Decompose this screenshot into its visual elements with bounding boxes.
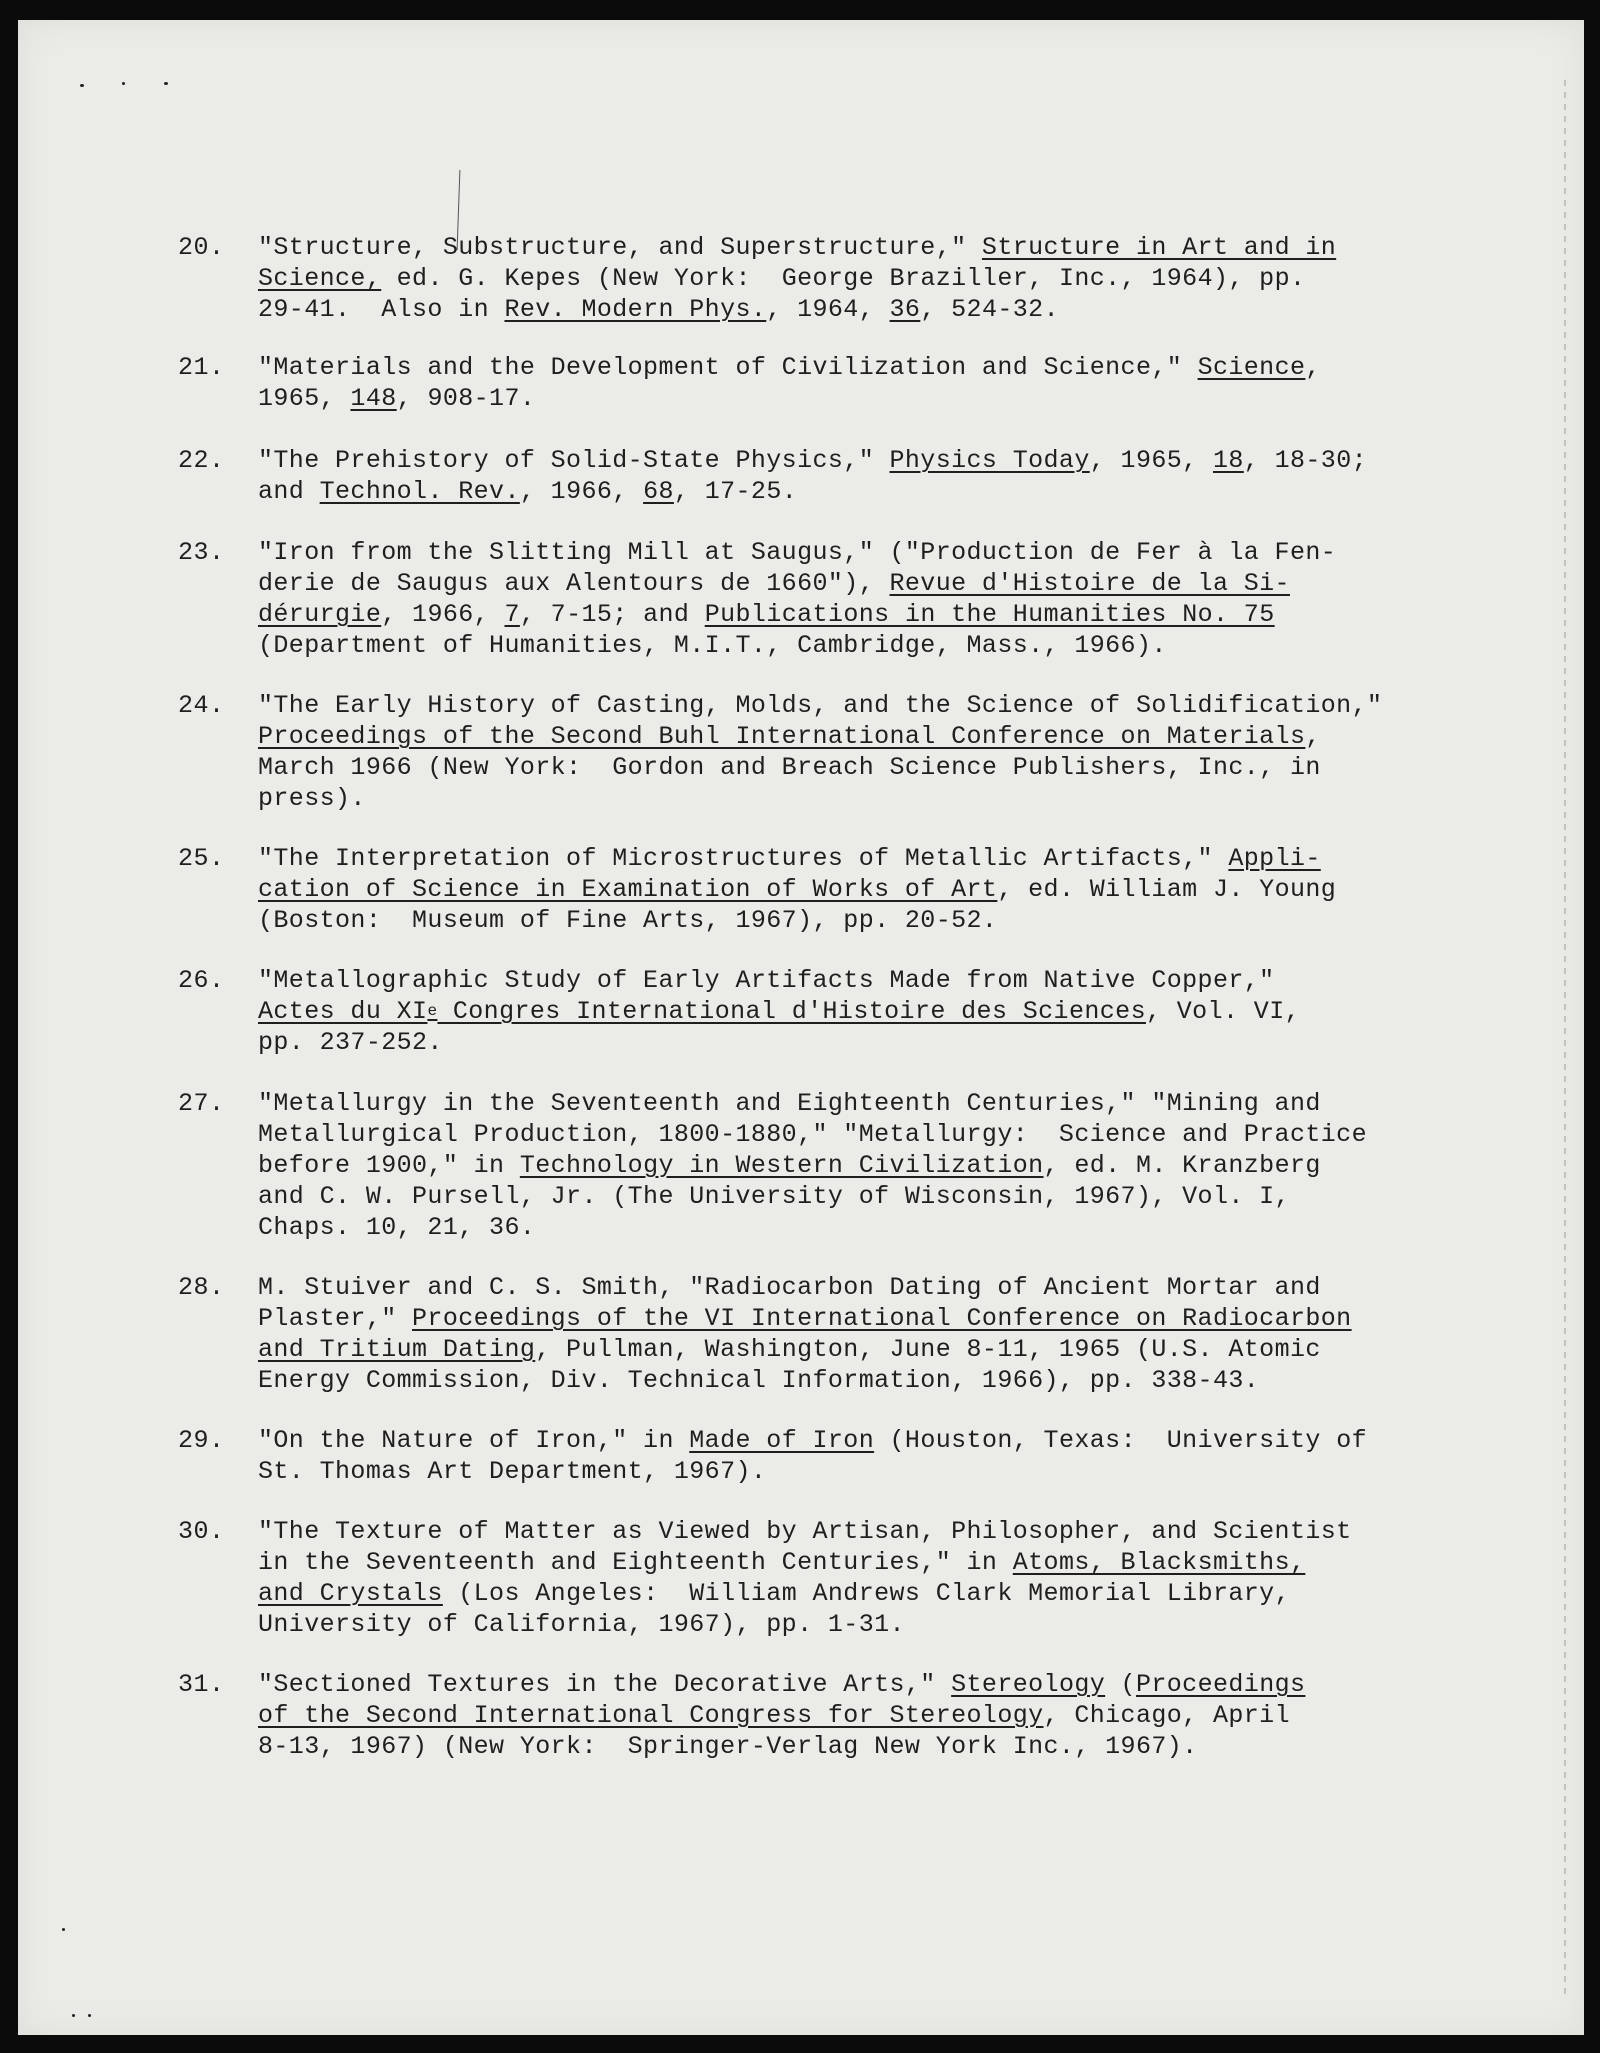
entry-text: (Department of Humanities, M.I.T., Cambridge, Mass., 1966). — [258, 631, 1167, 660]
entry-text: , 908-17. — [396, 384, 536, 413]
entry-text: M. Stuiver and C. S. Smith, "Radiocarbon Dating of Ancient Mortar and — [258, 1273, 1321, 1302]
entry-text: press). — [258, 784, 366, 813]
entry-line — [258, 996, 1300, 1027]
entry-line — [258, 965, 1275, 996]
entry-line — [258, 1212, 535, 1243]
entry-text: "Materials and the Development of Civilization and Science," — [258, 353, 1198, 382]
entry-text: , 1966, — [381, 600, 505, 629]
entry-line — [258, 1425, 1367, 1456]
document-page — [18, 20, 1584, 2035]
entry-text: , 7-15; and — [519, 600, 705, 629]
entry-line — [258, 294, 1059, 325]
entry-text: 1965, — [258, 384, 351, 413]
entry-line — [258, 476, 797, 507]
entry-text: , Pullman, Washington, June 8-11, 1965 (U.S. Atomic — [535, 1335, 1321, 1364]
entry-text: , Vol. VI, — [1145, 997, 1300, 1026]
underlined-title-text: Technology in Western Civilization — [519, 1151, 1044, 1180]
entry-line — [258, 1181, 1290, 1212]
entry-line — [258, 599, 1275, 630]
entry-number: 30. — [178, 1517, 225, 1546]
underlined-title-text: dérurgie — [258, 600, 382, 629]
underlined-title-text: Proceedings — [1135, 1670, 1306, 1699]
entry-text: "On the Nature of Iron," in — [258, 1426, 690, 1455]
entry-line — [258, 1669, 1305, 1700]
entry-text: St. Thomas Art Department, 1967). — [258, 1457, 767, 1486]
entry-text: , — [1305, 722, 1321, 751]
entry-text: ( — [1105, 1670, 1136, 1699]
entry-text: (Los Angeles: William Andrews Clark Memorial Library, — [442, 1579, 1290, 1608]
underlined-title-text: Structure in Art and in — [981, 233, 1337, 262]
underlined-title-text: Science — [1197, 353, 1306, 382]
entry-text: March 1966 (New York: Gordon and Breach Science Publishers, Inc., in — [258, 753, 1321, 782]
entry-text: (Houston, Texas: University of — [874, 1426, 1368, 1455]
entry-line — [258, 537, 1336, 568]
entry-line — [258, 1609, 905, 1640]
entry-text: Metallurgical Production, 1800-1880," "Metallurgy: Science and Practice — [258, 1120, 1367, 1149]
entry-text: "The Interpretation of Microstructures of Metallic Artifacts," — [258, 844, 1229, 873]
entry-text: Chaps. 10, 21, 36. — [258, 1213, 536, 1242]
entry-text: , 18-30; — [1243, 446, 1368, 475]
entry-number: 20. — [178, 233, 225, 262]
entry-line — [258, 843, 1321, 874]
entry-text: , ed. William J. Young — [997, 875, 1337, 904]
underlined-title-text: Publications in the Humanities No. 75 — [704, 600, 1275, 629]
entry-text: 29-41. Also in — [258, 295, 505, 324]
entry-text: "The Texture of Matter as Viewed by Artisan, Philosopher, and Scientist — [258, 1517, 1352, 1546]
entry-line — [258, 263, 1305, 294]
entry-line — [258, 1547, 1305, 1578]
underlined-title-text: Made of Iron — [689, 1426, 875, 1455]
entry-number: 25. — [178, 844, 225, 873]
entry-line — [258, 1150, 1321, 1181]
entry-line — [258, 1516, 1352, 1547]
entry-text: "The Early History of Casting, Molds, and the Science of Solidification," — [258, 691, 1383, 720]
underlined-title-text: Appli- — [1228, 844, 1321, 873]
entry-line — [258, 1027, 443, 1058]
entry-text: , 17-25. — [673, 477, 798, 506]
entry-text: , ed. M. Kranzberg — [1043, 1151, 1321, 1180]
entry-text: , 1964, — [766, 295, 890, 324]
entry-text: "Structure, Substructure, and Superstructure," — [258, 233, 982, 262]
underlined-title-text: Technol. Rev. — [319, 477, 520, 506]
entry-text: ed. G. Kepes (New York: George Braziller, Inc., 1964), pp. — [381, 264, 1306, 293]
entry-text: and C. W. Pursell, Jr. (The University of Wisconsin, 1967), Vol. I, — [258, 1182, 1290, 1211]
entry-line — [258, 1272, 1321, 1303]
underlined-title-text: 7 — [504, 600, 520, 629]
entry-line — [258, 1334, 1321, 1365]
underlined-title-text: Science, — [258, 264, 382, 293]
entry-line — [258, 1088, 1321, 1119]
entry-line — [258, 232, 1336, 263]
underlined-title-text: Actes du XI — [258, 997, 428, 1026]
underlined-title-text: Physics Today — [889, 446, 1090, 475]
entry-text: and — [258, 477, 320, 506]
entry-text: "Iron from the Slitting Mill at Saugus," ("Production de Fer à la Fen- — [258, 538, 1337, 567]
entry-line — [258, 1456, 766, 1487]
entry-line — [258, 1578, 1290, 1609]
entry-line — [258, 1119, 1367, 1150]
underlined-title-text: 18 — [1212, 446, 1244, 475]
entry-line — [258, 445, 1367, 476]
entry-number: 27. — [178, 1089, 225, 1118]
entry-text: 8-13, 1967) (New York: Springer-Verlag New York Inc., 1967). — [258, 1732, 1198, 1761]
entry-text: , Chicago, April — [1043, 1701, 1290, 1730]
entry-line — [258, 905, 997, 936]
entry-text: in the Seventeenth and Eighteenth Centuries," in — [258, 1548, 1013, 1577]
entry-line — [258, 1303, 1352, 1334]
entry-line — [258, 721, 1321, 752]
entry-text: "Metallurgy in the Seventeenth and Eighteenth Centuries," "Mining and — [258, 1089, 1321, 1118]
entry-number: 26. — [178, 966, 225, 995]
entry-text: University of California, 1967), pp. 1-31. — [258, 1610, 905, 1639]
entry-number: 31. — [178, 1670, 225, 1699]
entry-text: , 1965, — [1089, 446, 1213, 475]
entry-number: 28. — [178, 1273, 225, 1302]
entry-text: "Metallographic Study of Early Artifacts Made from Native Copper," — [258, 966, 1275, 995]
bibliography-list — [18, 20, 1584, 2035]
underlined-title-text: 68 — [643, 477, 674, 506]
underlined-title-text: and Crystals — [258, 1579, 443, 1608]
entry-line — [258, 1700, 1290, 1731]
entry-text: Energy Commission, Div. Technical Information, 1966), pp. 338-43. — [258, 1366, 1260, 1395]
underlined-title-text: of the Second International Congress for Stereology — [258, 1701, 1044, 1730]
entry-text: "The Prehistory of Solid-State Physics," — [258, 446, 890, 475]
underlined-title-text: Proceedings of the Second Buhl International Conference on Materials — [258, 722, 1306, 751]
entry-text: , 524-32. — [920, 295, 1059, 324]
entry-number: 22. — [178, 446, 225, 475]
underlined-title-text: Proceedings of the VI International Conference on Radiocarbon — [412, 1304, 1352, 1333]
entry-line — [258, 352, 1321, 383]
underlined-title-text: e — [427, 1002, 438, 1020]
entry-number: 23. — [178, 538, 225, 567]
underlined-title-text: Revue d'Histoire de la Si- — [889, 569, 1290, 598]
entry-text: , 1966, — [519, 477, 644, 506]
entry-line — [258, 690, 1382, 721]
underlined-title-text: Congres International d'Histoire des Sciences — [437, 997, 1146, 1026]
entry-text: derie de Saugus aux Alentours de 1660"), — [258, 569, 890, 598]
entry-number: 29. — [178, 1426, 225, 1455]
underlined-title-text: 148 — [350, 384, 397, 413]
entry-line — [258, 783, 366, 814]
underlined-title-text: 36 — [889, 295, 921, 324]
entry-number: 24. — [178, 691, 225, 720]
entry-line — [258, 1731, 1198, 1762]
entry-line — [258, 383, 535, 414]
entry-text: (Boston: Museum of Fine Arts, 1967), pp. 20-52. — [258, 906, 998, 935]
entry-text: before 1900," in — [258, 1151, 520, 1180]
entry-text: , — [1305, 353, 1321, 382]
entry-line — [258, 1365, 1259, 1396]
underlined-title-text: Atoms, Blacksmiths, — [1012, 1548, 1306, 1577]
entry-line — [258, 752, 1321, 783]
entry-number: 21. — [178, 353, 225, 382]
underlined-title-text: Rev. Modern Phys. — [504, 295, 767, 324]
entry-text: Plaster," — [258, 1304, 413, 1333]
entry-line — [258, 568, 1290, 599]
underlined-title-text: and Tritium Dating — [258, 1335, 536, 1364]
entry-line — [258, 630, 1167, 661]
underlined-title-text: cation of Science in Examination of Works of Art — [258, 875, 998, 904]
underlined-title-text: Stereology — [951, 1670, 1106, 1699]
entry-text: pp. 237-252. — [258, 1028, 443, 1057]
entry-line — [258, 874, 1336, 905]
entry-text: "Sectioned Textures in the Decorative Arts," — [258, 1670, 952, 1699]
